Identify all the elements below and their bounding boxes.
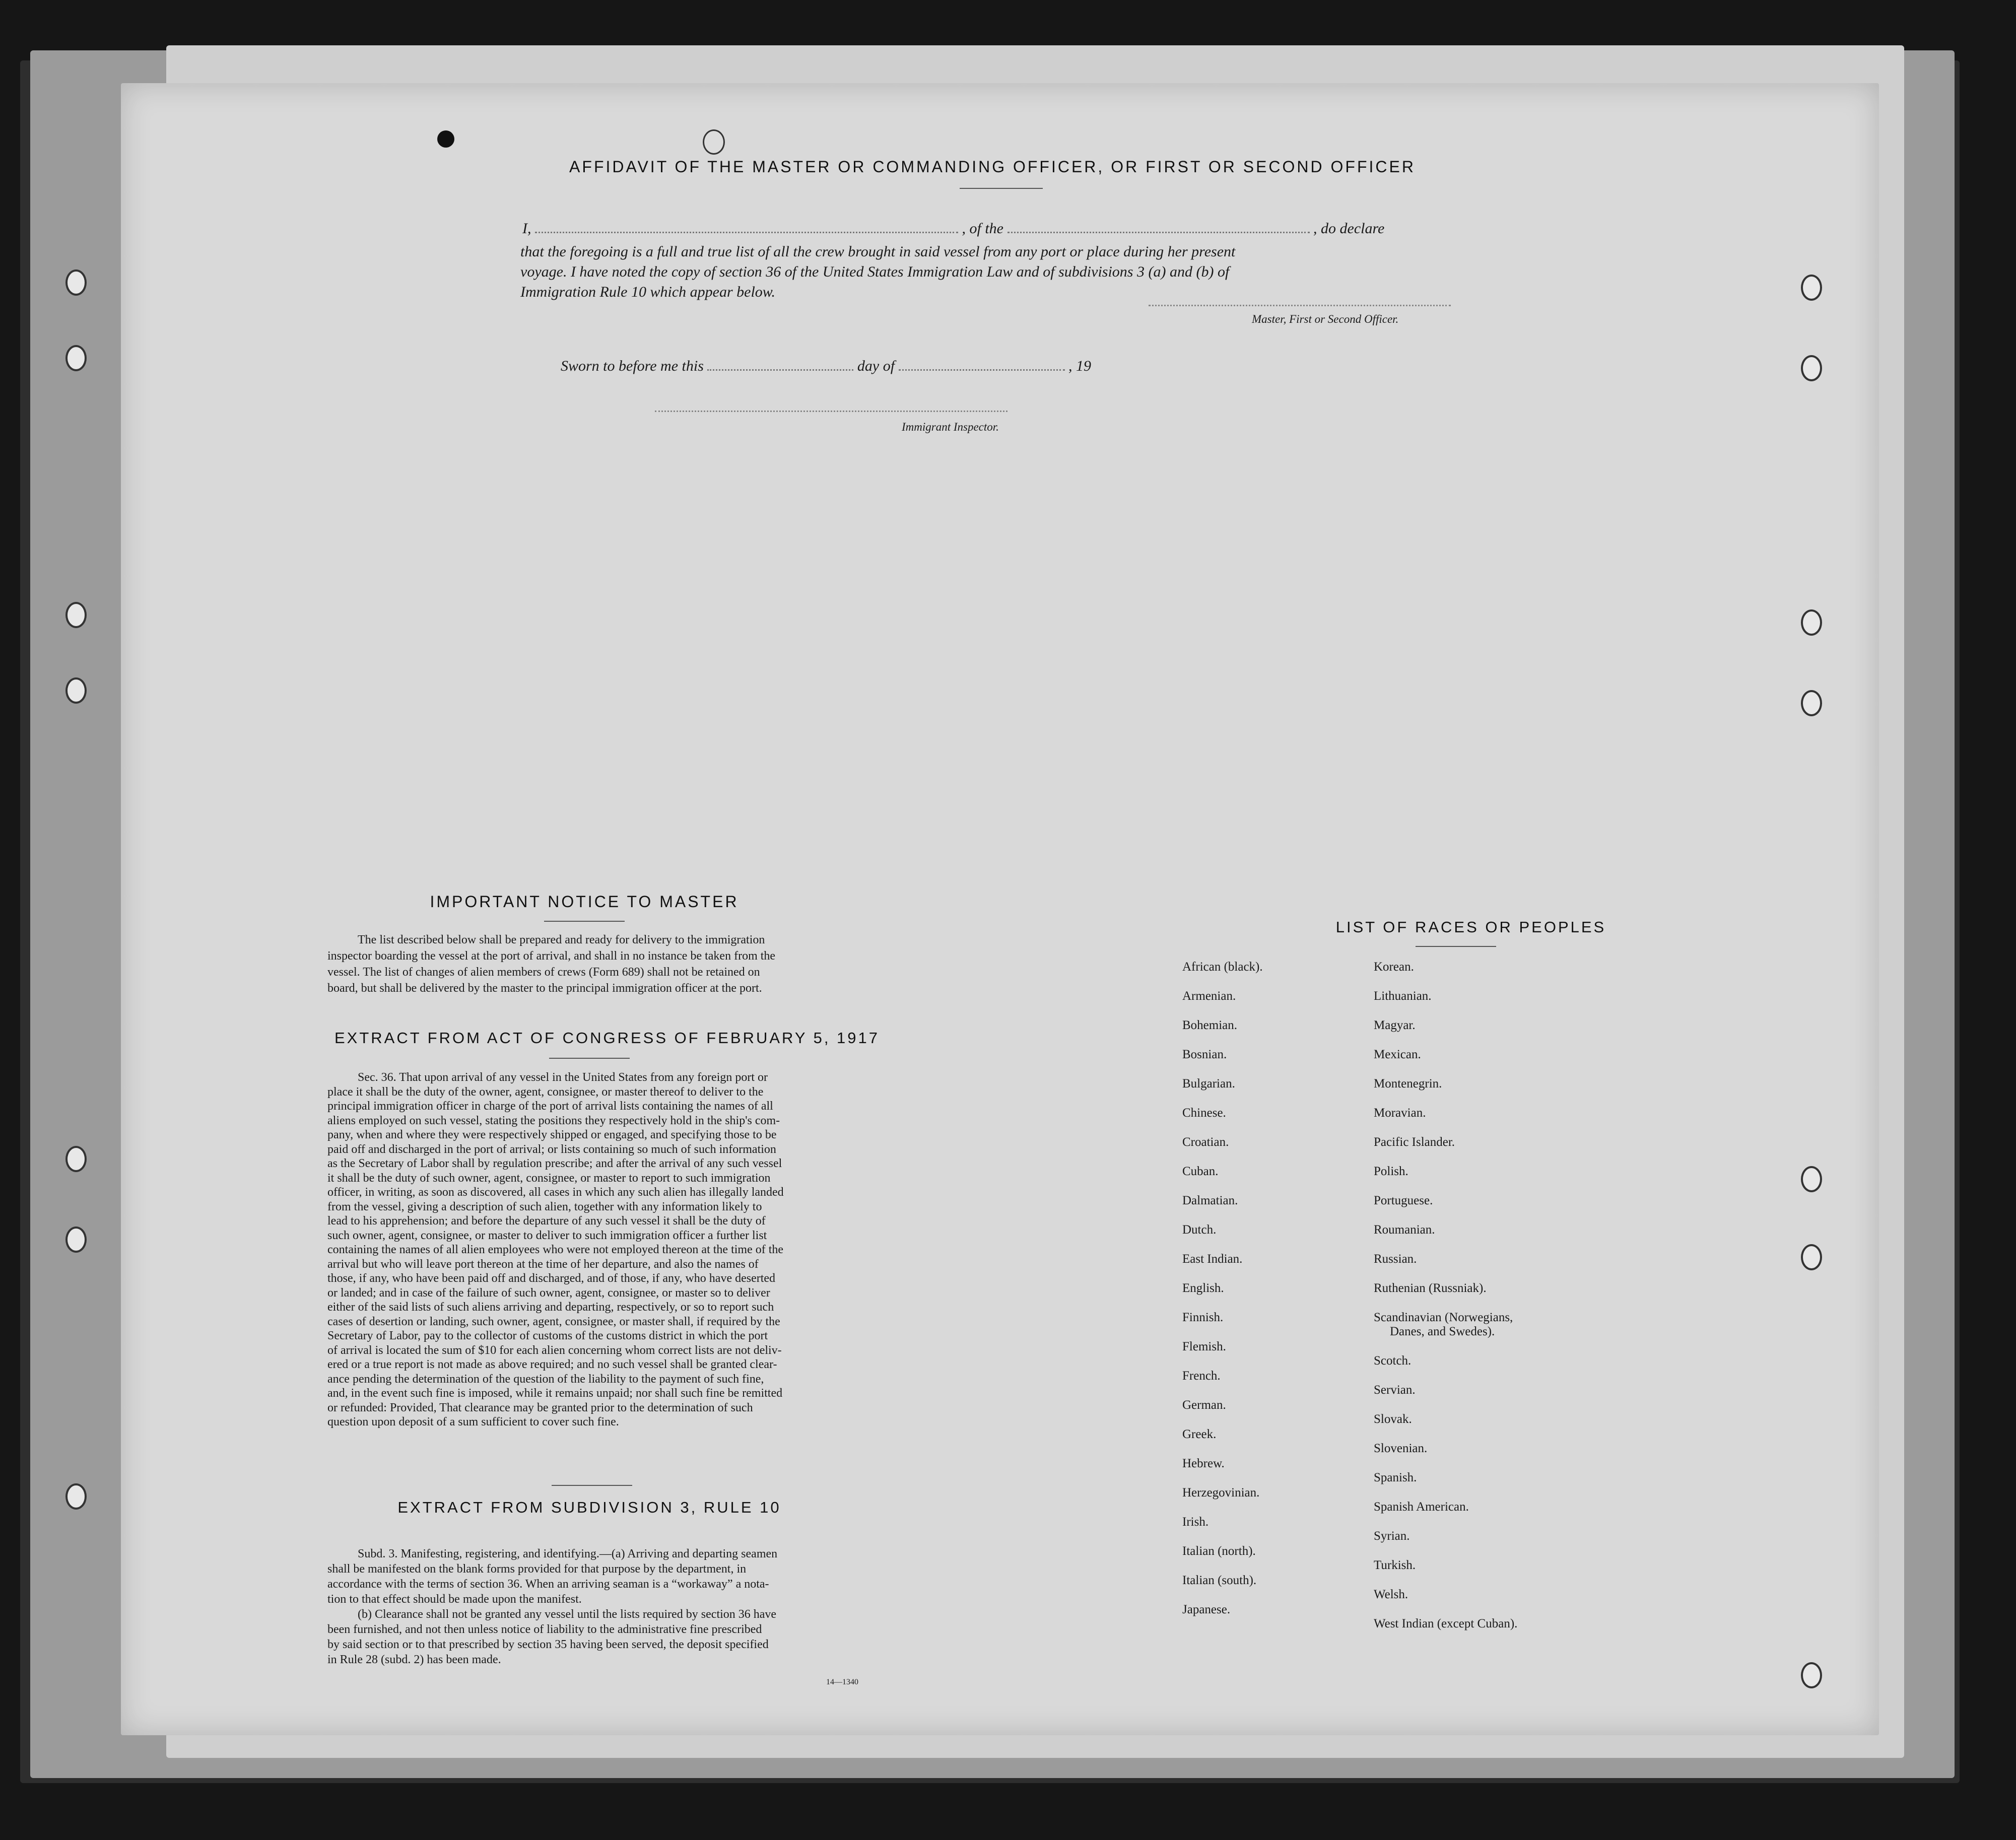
race-item-left: Italian (south). bbox=[1182, 1574, 1257, 1587]
act-line: principal immigration officer in charge of the port of arrival lists containing the names of all bbox=[327, 1100, 773, 1113]
race-item-right: Spanish American. bbox=[1374, 1500, 1469, 1514]
extract-rule-paragraph bbox=[327, 1546, 912, 1667]
race-item-right: Moravian. bbox=[1374, 1106, 1426, 1120]
do-declare-text: , do declare bbox=[1313, 220, 1385, 237]
race-item-left: Dalmatian. bbox=[1182, 1194, 1238, 1207]
race-item-right: Spanish. bbox=[1374, 1471, 1417, 1484]
notice-line: vessel. The list of changes of alien members of crews (Form 689) shall not be retained on bbox=[327, 966, 760, 979]
sworn-day-blank-field bbox=[707, 369, 853, 371]
race-item-right: Roumanian. bbox=[1374, 1223, 1435, 1237]
notice-line: board, but shall be delivered by the master to the principal immigration officer at the port. bbox=[327, 982, 762, 995]
punch-hole-icon bbox=[437, 130, 454, 148]
binder-ring-hole-icon bbox=[1801, 1244, 1822, 1270]
race-item-right: Ruthenian (Russniak). bbox=[1374, 1281, 1487, 1295]
of-the-text: , of the bbox=[962, 220, 1003, 237]
inspector-caption: Immigrant Inspector. bbox=[902, 421, 999, 433]
declaration-line bbox=[522, 220, 1595, 237]
act-line: either of the said lists of such aliens arriving and departing, respectively, or so to report such bbox=[327, 1301, 774, 1314]
race-item-left: Bulgarian. bbox=[1182, 1077, 1235, 1091]
race-item-right: Mexican. bbox=[1374, 1048, 1421, 1061]
race-item-left: Chinese. bbox=[1182, 1106, 1226, 1120]
race-item-left: Dutch. bbox=[1182, 1223, 1217, 1237]
act-line: or refunded: Provided, That clearance may be granted prior to the determination of such bbox=[327, 1401, 753, 1414]
rule-line: by said section or to that prescribed by section 35 having been served, the deposit specified bbox=[327, 1638, 769, 1651]
notice-line: inspector boarding the vessel at the port of arrival, and shall in no instance be taken from the bbox=[327, 949, 776, 963]
race-item-right: Servian. bbox=[1374, 1383, 1416, 1397]
race-item-right: Scotch. bbox=[1374, 1354, 1412, 1368]
act-line: of arrival is located the sum of $10 for each alien concerning whom correct lists are not deliv- bbox=[327, 1343, 782, 1357]
race-item-left: Japanese. bbox=[1182, 1603, 1231, 1616]
act-line: or landed; and in case of the failure of such owner, agent, consignee, or master so to deliver bbox=[327, 1286, 770, 1300]
race-item-left: African (black). bbox=[1182, 960, 1263, 974]
race-item-right: Scandinavian (Norwegians, bbox=[1374, 1311, 1513, 1324]
act-line: pany, when and where they were respectively shipped or engaged, and specifying those to be bbox=[327, 1128, 777, 1141]
race-item-left: Finnish. bbox=[1182, 1311, 1224, 1324]
act-line: it shall be the duty of such owner, agent, consignee, or master to report to such immigration bbox=[327, 1171, 771, 1185]
race-item-right: Russian. bbox=[1374, 1252, 1417, 1266]
race-item-left: Greek. bbox=[1182, 1427, 1217, 1441]
rule-line: been furnished, and not then unless notice of liability to the administrative fine prescribed bbox=[327, 1623, 762, 1636]
form-number: 14—1340 bbox=[826, 1678, 858, 1686]
affidavit-body bbox=[520, 242, 1598, 302]
vessel-blank-field bbox=[1007, 232, 1310, 233]
inspector-signature-line bbox=[655, 411, 1007, 412]
race-item-left: Croatian. bbox=[1182, 1135, 1229, 1149]
act-line: ered or a true report is not made as above required; and no such vessel shall be granted clear- bbox=[327, 1358, 777, 1371]
extract-act-paragraph bbox=[327, 1070, 912, 1429]
race-item-left: German. bbox=[1182, 1398, 1226, 1412]
race-item-right: Slovenian. bbox=[1374, 1442, 1428, 1455]
race-item-left: Flemish. bbox=[1182, 1340, 1226, 1353]
act-line: aliens employed on such vessel, stating the positions they respectively hold in the ship's com- bbox=[327, 1114, 780, 1127]
act-line: such owner, agent, consignee, or master to deliver to such immigration officer a further list bbox=[327, 1229, 767, 1242]
rule-line: in Rule 28 (subd. 2) has been made. bbox=[327, 1653, 501, 1666]
act-line: cases of desertion or landing, such owner, agent, consignee, or master shall, if required by the bbox=[327, 1315, 780, 1328]
rule-line: tion to that effect should be made upon the manifest. bbox=[327, 1593, 582, 1606]
rule-line: (b) Clearance shall not be granted any vessel until the lists required by section 36 have bbox=[358, 1608, 777, 1621]
rule-line: accordance with the terms of section 36. When an arriving seaman is a “workaway” a nota- bbox=[327, 1578, 769, 1591]
rule-line: shall be manifested on the blank forms provided for that purpose by the department, in bbox=[327, 1562, 747, 1576]
binder-ring-hole-icon bbox=[65, 1226, 87, 1253]
race-item-right: Montenegrin. bbox=[1374, 1077, 1442, 1091]
race-item-right: Magyar. bbox=[1374, 1018, 1416, 1032]
notice-paragraph bbox=[327, 932, 912, 996]
binder-ring-hole-icon bbox=[1801, 690, 1822, 716]
binder-ring-hole-icon bbox=[1801, 609, 1822, 636]
notice-title: IMPORTANT NOTICE TO MASTER bbox=[430, 893, 739, 911]
binder-ring-hole-icon bbox=[65, 677, 87, 704]
notice-line: The list described below shall be prepared and ready for delivery to the immigration bbox=[358, 933, 765, 946]
race-item-right: West Indian (except Cuban). bbox=[1374, 1617, 1518, 1630]
race-item-left: Herzegovinian. bbox=[1182, 1486, 1260, 1500]
races-divider bbox=[1416, 946, 1496, 947]
act-line: arrival but who will leave port thereon at the time of her departure, and also the names of bbox=[327, 1257, 759, 1271]
binder-ring-hole-icon bbox=[1801, 355, 1822, 381]
races-title: LIST OF RACES OR PEOPLES bbox=[1335, 918, 1606, 936]
race-item-right: Lithuanian. bbox=[1374, 989, 1432, 1003]
race-item-right: Danes, and Swedes). bbox=[1390, 1325, 1495, 1338]
act-line: place it shall be the duty of the owner, agent, consignee, or master thereof to deliver to the bbox=[327, 1085, 764, 1099]
punch-hole-icon bbox=[703, 129, 725, 155]
race-item-left: Irish. bbox=[1182, 1515, 1209, 1529]
affidavit-body-line: voyage. I have noted the copy of section 36 of the United States Immigration Law and of subdivisions 3 (a) and (b) of bbox=[520, 263, 1230, 280]
act-line: lead to his apprehension; and before the departure of any such vessel it shall be the duty of bbox=[327, 1214, 766, 1228]
document-page bbox=[121, 83, 1879, 1735]
title-divider bbox=[960, 188, 1043, 189]
sworn-text: Sworn to before me this bbox=[561, 358, 704, 374]
act-line: paid off and discharged in the port of arrival; or lists containing so much of such information bbox=[327, 1142, 776, 1156]
race-item-right: Syrian. bbox=[1374, 1529, 1410, 1543]
notice-divider bbox=[544, 921, 625, 922]
race-item-left: Armenian. bbox=[1182, 989, 1236, 1003]
race-item-left: Cuban. bbox=[1182, 1165, 1219, 1178]
extract-act-title: EXTRACT FROM ACT OF CONGRESS OF FEBRUARY 5, 1917 bbox=[334, 1029, 880, 1047]
affidavit-body-line: Immigration Rule 10 which appear below. bbox=[520, 284, 776, 300]
race-item-left: French. bbox=[1182, 1369, 1221, 1383]
race-item-right: Turkish. bbox=[1374, 1558, 1416, 1572]
binder-ring-hole-icon bbox=[1801, 1166, 1822, 1192]
binder-ring-hole-icon bbox=[65, 269, 87, 296]
race-item-left: Hebrew. bbox=[1182, 1457, 1225, 1470]
binder-ring-hole-icon bbox=[1801, 275, 1822, 301]
rule-line: Subd. 3. Manifesting, registering, and identifying.—(a) Arriving and departing seamen bbox=[358, 1547, 778, 1560]
declare-i-text: I, bbox=[522, 220, 531, 237]
act-line: and, in the event such fine is imposed, while it remains unpaid; nor shall such fine be remitted bbox=[327, 1387, 783, 1400]
affidavit-body-line: that the foregoing is a full and true list of all the crew brought in said vessel from any port or place during her present bbox=[520, 243, 1236, 260]
act-line: containing the names of all alien employees who were not employed thereon at the time of the bbox=[327, 1243, 784, 1256]
act-line: Sec. 36. That upon arrival of any vessel in the United States from any foreign port or bbox=[358, 1071, 768, 1084]
day-of-text: day of bbox=[857, 358, 895, 374]
affidavit-title: AFFIDAVIT OF THE MASTER OR COMMANDING OFFICER, OR FIRST OR SECOND OFFICER bbox=[569, 158, 1416, 176]
race-item-left: English. bbox=[1182, 1281, 1224, 1295]
act-line: as the Secretary of Labor shall by regulation prescribe; and after the arrival of any such vessel bbox=[327, 1157, 782, 1170]
race-item-right: Polish. bbox=[1374, 1165, 1408, 1178]
year-prefix-text: , 19 bbox=[1068, 358, 1092, 374]
act-line: Secretary of Labor, pay to the collector of customs of the customs district in which the port bbox=[327, 1329, 768, 1342]
race-item-left: East Indian. bbox=[1182, 1252, 1243, 1266]
race-item-left: Bohemian. bbox=[1182, 1018, 1238, 1032]
extract-rule-top-divider bbox=[552, 1485, 632, 1486]
master-signature-line bbox=[1149, 305, 1451, 306]
act-line: ance pending the determination of the question of the liability to the payment of such fine, bbox=[327, 1372, 764, 1386]
extract-act-divider bbox=[549, 1058, 630, 1059]
race-item-right: Welsh. bbox=[1374, 1588, 1408, 1601]
race-item-left: Bosnian. bbox=[1182, 1048, 1227, 1061]
act-line: from the vessel, giving a description of such alien, together with any information likely to bbox=[327, 1200, 762, 1213]
race-item-right: Portuguese. bbox=[1374, 1194, 1433, 1207]
race-item-right: Korean. bbox=[1374, 960, 1414, 974]
binder-ring-hole-icon bbox=[65, 602, 87, 628]
race-item-right: Pacific Islander. bbox=[1374, 1135, 1455, 1149]
sworn-month-blank-field bbox=[899, 369, 1065, 371]
binder-ring-hole-icon bbox=[1801, 1662, 1822, 1688]
binder-ring-hole-icon bbox=[65, 345, 87, 371]
binder-ring-hole-icon bbox=[65, 1483, 87, 1510]
act-line: those, if any, who have been paid off and discharged, and of those, if any, who have deserted bbox=[327, 1272, 776, 1285]
act-line: officer, in writing, as soon as discovered, all cases in which any such alien has illegally landed bbox=[327, 1186, 784, 1199]
race-item-right: Slovak. bbox=[1374, 1412, 1412, 1426]
binder-ring-hole-icon bbox=[65, 1146, 87, 1172]
name-blank-field bbox=[535, 232, 958, 233]
sworn-line bbox=[561, 358, 1266, 375]
race-item-left: Italian (north). bbox=[1182, 1544, 1256, 1558]
extract-rule-title: EXTRACT FROM SUBDIVISION 3, RULE 10 bbox=[397, 1498, 781, 1516]
act-line: question upon deposit of a sum sufficient to cover such fine. bbox=[327, 1415, 619, 1428]
master-signature-caption: Master, First or Second Officer. bbox=[1252, 313, 1399, 325]
